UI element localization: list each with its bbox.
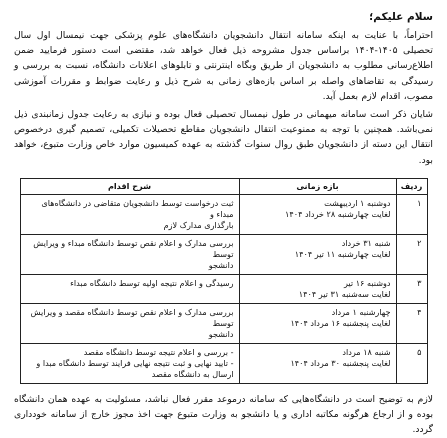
time-start: دوشنبه ۱۶ تیر <box>343 277 391 288</box>
action-cell <box>20 234 239 274</box>
time-end: لغایت سه‌شنبه ۳۱ تیر ۱۴۰۴ <box>298 288 391 299</box>
time-start: شنبه ۳۱ خرداد <box>341 237 391 248</box>
schedule-header-row <box>20 178 427 194</box>
time-start: دوشنبه ۱ اردیبهشت <box>324 197 391 208</box>
time-range-cell <box>239 274 396 303</box>
time-end: لغایت پنجشنبه ۳۰ مرداد ۱۴۰۴ <box>290 357 391 368</box>
row-number: ۵ <box>396 343 427 383</box>
letter-paragraph-1: احتراماً، با عنایت به اینکه سامانه انتقال دانشجویان دانشگاه‌های علوم پزشکی جهت نیمسال اول سال تحصیلی ۱۴۰۵-۱۴۰۴ براساس جدول مشروحه ذیل فعال خواهد شد، مقتضی است دستور فرمایید ضمن اطلاع‌رسانی مطلوب به دانشجویان از طریق وبگاه اینترنتی و تابلوهای اعلانات دانشگاه، نسبت به بررسی و رسیدگی به تقاضاهای واصله بر اساس بازه‌های زمانی به شرح ذیل و رعایت ضوابط و مقررات آموزشی مصوب، اقدام لازم بعمل آید. <box>14 30 433 102</box>
action-cell <box>20 303 239 343</box>
time-end: لغایت چهارشنبه ۲۸ خرداد ۱۴۰۴ <box>285 208 391 219</box>
letter-paragraph-2: شایان ذکر است سامانه میهمانی در طول نیمسال تحصیلی فعال بوده و نیازی به رعایت جدول زمانبندی ذیل نمی‌باشد. همچنین با توجه به ممنوعیت انتقال دانشجویان مقاطع تحصیلات تکمیلی، تصمیم گیری درخصوص انتقال این دسته از دانشجویان طبق روال سنوات گذشته به عهده کمیسیون موارد خاص وزارت متبوع، خواهد بود. <box>14 109 433 166</box>
table-row <box>20 343 427 383</box>
header-time-range: بازه زمانی <box>239 178 396 194</box>
action-line: - تایید نهایی و ثبت نتیجه نهایی فرایند توسط دانشگاه مبدا و ارسال به دانشگاه مقصد <box>36 357 234 379</box>
row-number: ۳ <box>396 274 427 303</box>
action-cell <box>20 274 239 303</box>
table-row <box>20 234 427 274</box>
action-line: رسیدگی و اعلام نتیجه اولیه توسط دانشگاه مبداء <box>70 277 234 288</box>
action-line: ثبت درخواست توسط دانشجویان متقاضی در دانشگاه‌های مبداء و <box>41 197 234 219</box>
schedule-table <box>20 178 428 384</box>
time-range-cell <box>239 234 396 274</box>
time-range-cell <box>239 303 396 343</box>
table-row <box>20 303 427 343</box>
header-action: شرح اقدام <box>20 178 239 194</box>
time-start: شنبه ۱۸ مرداد <box>342 346 391 357</box>
action-line: بررسی مدارک و اعلام نقص توسط دانشگاه مقصد و ویرایش توسط <box>30 306 234 328</box>
table-row <box>20 274 427 303</box>
action-line: دانشجو <box>208 259 234 270</box>
time-range-cell <box>239 343 396 383</box>
action-line: - بررسی و اعلام نتیجه توسط دانشگاه مقصد <box>83 346 234 357</box>
header-row-number: ردیف <box>396 178 427 194</box>
closing-note: لازم به توضیح است در دانشگاه‌هایی که سامانه درموعد مقرر فعال نباشد، مسئولیت به عهده همان دانشگاه بوده و از ارجاع هرگونه مکاتبه اداری و یا دانشجو به وزارت متبوع جهت اخذ مجوز خارج از سامانه خودداری گردد. <box>14 393 433 436</box>
letter-greeting: سلام علیکم؛ <box>369 11 433 23</box>
row-number: ۱ <box>396 194 427 234</box>
row-number: ۴ <box>396 303 427 343</box>
time-end: لغایت پنجشنبه ۱۶ مرداد ۱۴۰۴ <box>290 317 391 328</box>
time-start: چهارشنبه ۱ مرداد <box>331 306 391 317</box>
table-row <box>20 194 427 234</box>
action-line: دانشجو <box>208 328 234 339</box>
action-cell <box>20 194 239 234</box>
row-number: ۲ <box>396 234 427 274</box>
action-line: بارگذاری مدارک لازم <box>163 219 234 230</box>
time-range-cell <box>239 194 396 234</box>
action-cell <box>20 343 239 383</box>
time-end: لغایت چهارشنبه ۱۱ تیر ۱۴۰۴ <box>294 248 391 259</box>
action-line: بررسی مدارک و اعلام نقص توسط دانشگاه مبداء و ویرایش توسط <box>33 237 234 259</box>
